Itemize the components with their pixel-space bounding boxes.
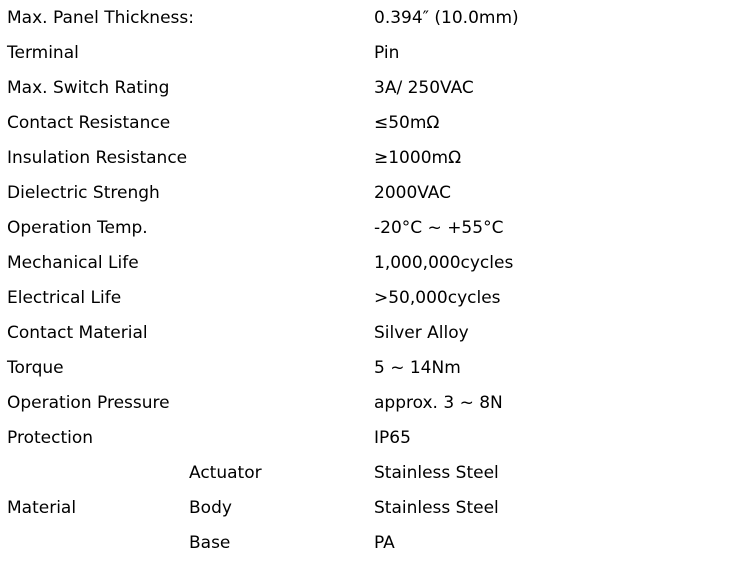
spec-value: -20°C ~ +55°C — [374, 218, 504, 238]
spec-value: IP65 — [374, 428, 411, 448]
material-part: Base — [189, 533, 231, 553]
spec-value: Pin — [374, 43, 400, 63]
spec-row — [0, 106, 750, 141]
spec-row — [0, 386, 750, 421]
spec-row — [0, 71, 750, 106]
spec-label: Electrical Life — [7, 288, 122, 308]
spec-value: ≤50mΩ — [374, 113, 440, 133]
spec-value: 0.394″ (10.0mm) — [374, 7, 519, 28]
spec-label: Dielectric Strengh — [7, 183, 160, 203]
material-value: PA — [374, 533, 395, 553]
material-part: Actuator — [189, 463, 262, 483]
spec-value: 5 ~ 14Nm — [374, 358, 461, 378]
spec-value: approx. 3 ~ 8N — [374, 393, 503, 413]
spec-label: Contact Resistance — [7, 113, 171, 133]
spec-value: 3A/ 250VAC — [374, 78, 474, 98]
spec-row — [0, 211, 750, 246]
spec-row — [0, 0, 750, 36]
spec-label: Max. Switch Rating — [7, 78, 170, 98]
spec-row — [0, 351, 750, 386]
material-value: Stainless Steel — [374, 498, 499, 518]
spec-value: 1,000,000cycles — [374, 253, 514, 273]
spec-label: Operation Pressure — [7, 393, 170, 413]
spec-row — [0, 316, 750, 351]
material-label: Material — [7, 498, 77, 518]
spec-row — [0, 141, 750, 176]
spec-label: Torque — [7, 358, 64, 378]
spec-label: Mechanical Life — [7, 253, 139, 273]
spec-label: Insulation Resistance — [7, 148, 188, 168]
spec-row — [0, 36, 750, 71]
spec-label: Operation Temp. — [7, 218, 148, 238]
spec-label: Max. Panel Thickness: — [7, 7, 194, 28]
spec-row — [0, 246, 750, 281]
spec-row — [0, 176, 750, 211]
spec-label: Terminal — [7, 43, 79, 63]
spec-row — [0, 281, 750, 316]
spec-label: Protection — [7, 428, 94, 448]
material-row — [0, 456, 750, 491]
spec-value: >50,000cycles — [374, 288, 501, 308]
spec-value: ≥1000mΩ — [374, 148, 462, 168]
material-part: Body — [189, 498, 232, 518]
spec-value: Silver Alloy — [374, 323, 469, 343]
material-value: Stainless Steel — [374, 463, 499, 483]
spec-row — [0, 421, 750, 456]
spec-label: Contact Material — [7, 323, 148, 343]
spec-value: 2000VAC — [374, 183, 452, 203]
